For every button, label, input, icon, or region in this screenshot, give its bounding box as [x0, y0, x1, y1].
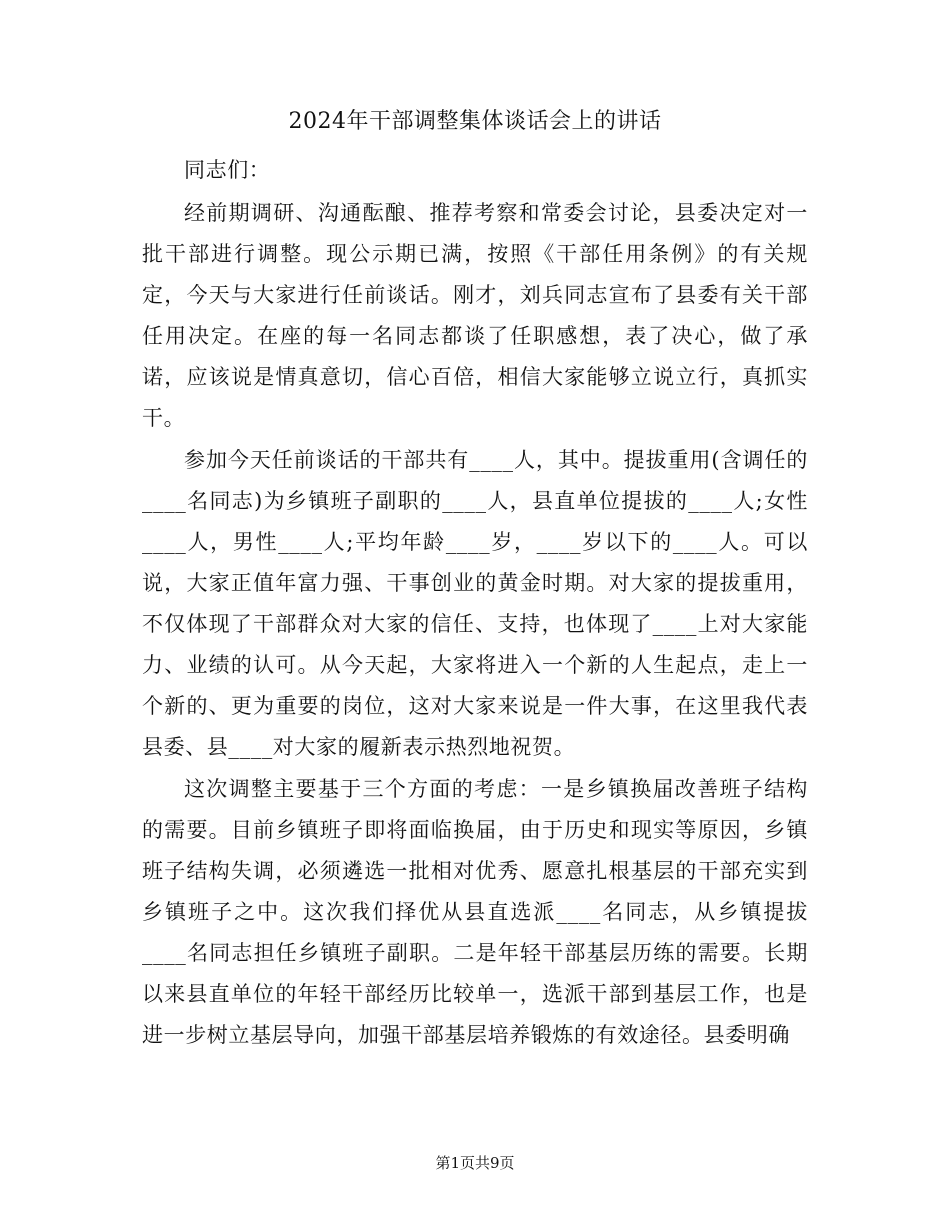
- paragraph-3: 这次调整主要基于三个方面的考虑：一是乡镇换届改善班子结构的需要。目前乡镇班子即将面临换届，由于历史和现实等原因，乡镇班子结构失调，必须遴选一批相对优秀、愿意扎根基层的干部充实到乡镇班子之中。这次我们择优从县直选派____名同志，从乡镇提拔____名同志担任乡镇班子副职。二是年轻干部基层历练的需要。长期以来县直单位的年轻干部经历比较单一，选派干部到基层工作，也是进一步树立基层导向，加强干部基层培养锻炼的有效途径。县委明确: [142, 777, 808, 1047]
- salutation: 同志们：: [184, 158, 271, 182]
- page-title: 2024年干部调整集体谈话会上的讲话: [288, 109, 662, 134]
- paragraph-2: 参加今天任前谈话的干部共有____人，其中。提拔重用(含调任的____名同志)为乡镇班子副职的____人，县直单位提拔的____人;女性____人，男性____人;平均年龄____岁，____岁以下的____人。可以说，大家正值年富力强、干事创业的黄金时期。对大家的提拔重用，不仅体现了干部群众对大家的信任、支持，也体现了____上对大家能力、业绩的认可。从今天起，大家将进入一个新的人生起点，走上一个新的、更为重要的岗位，这对大家来说是一件大事，在这里我代表县委、县____对大家的履新表示热烈地祝贺。: [142, 448, 808, 759]
- paragraph-1: 经前期调研、沟通酝酿、推荐考察和常委会讨论，县委决定对一批干部进行调整。现公示期已满，按照《干部任用条例》的有关规定，今天与大家进行任前谈话。刚才，刘兵同志宣布了县委有关干部任用决定。在座的每一名同志都谈了任职感想，表了决心，做了承诺，应该说是情真意切，信心百倍，相信大家能够立说立行，真抓实干。: [142, 201, 808, 430]
- document-body: [142, 150, 808, 1056]
- page-number: 第1页共9页: [435, 1154, 515, 1172]
